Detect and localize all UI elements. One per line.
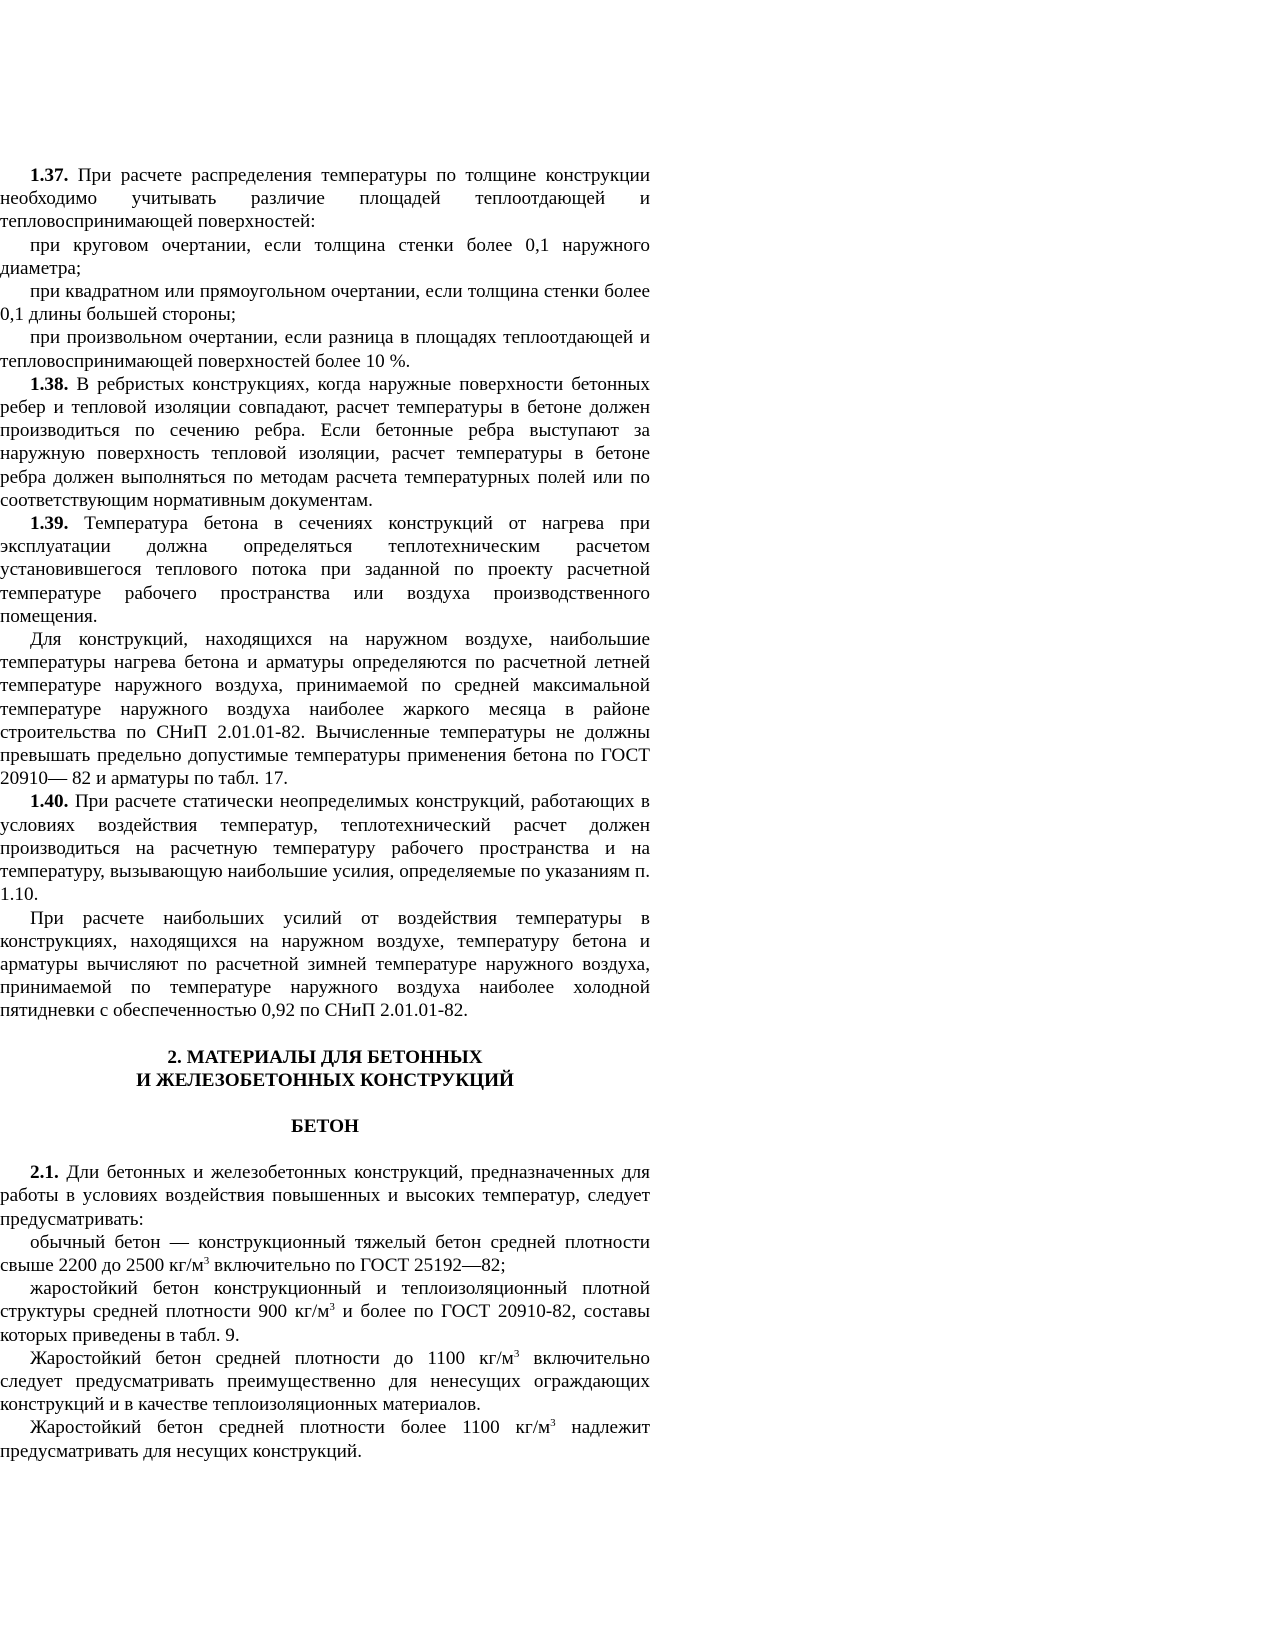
superscript: 3 — [203, 1254, 210, 1267]
superscript: 3 — [513, 1347, 520, 1360]
paragraph — [0, 234, 650, 280]
paragraph-text: Жаростойкий бетон средней плотности более 1100 кг/м — [30, 1417, 551, 1439]
superscript: 3 — [329, 1301, 335, 1314]
paragraphs-part-1 — [0, 164, 650, 1023]
paragraph-text: Дли бетонных и железобетонных конструкций, предназначенных для работы в условиях воздействия повышенных и высоких температур, следует предусматривать: — [0, 1162, 650, 1230]
paragraph-text: жаростойкий бетон конструкционный и теплоизоляционный плотной структуры средней плотности 900 кг/м — [0, 1278, 650, 1323]
paragraph — [0, 512, 650, 628]
paragraph-text: В ребристых конструкциях, когда наружные поверхности бетонных ребер и тепловой изоляции совпадают, расчет температуры в бетоне должен производиться по сечению ребра. Если бетонные ребра выступают за наружную поверхность тепловой изоляции, расчет температуры в бетоне ребра должен выполняться по методам расчета температурных полей или по соответствующим нормативным документам. — [0, 373, 650, 511]
paragraph-text: При расчете наибольших усилий от воздействия температуры в конструкциях, находящихся на наружном воздухе, температуру бетона и арматуры вычисляют по расчетной зимней температуре наружного воздуха, принимаемой по температуре наружного воздуха наиболее холодной пятидневки с обеспеченностью 0,92 по СНиП 2.01.01-82. — [0, 907, 650, 1022]
paragraph — [0, 280, 650, 326]
paragraph-text: при круговом очертании, если толщина стенки более 0,1 наружного диаметра; — [0, 234, 650, 279]
paragraph-text: Температура бетона в сечениях конструкций от нагрева при эксплуатации должна определяться теплотехническим расчетом установившегося теплового потока при заданной по проекту расчетной температуре рабочего пространства или воздуха производственного помещения. — [0, 513, 650, 627]
paragraph — [0, 628, 650, 790]
paragraph-text: Для конструкций, находящихся на наружном воздухе, наибольшие температуры нагрева бетона и арматуры определяются по расчетной летней температуре наружного воздуха, принимаемой по средней максимальной температуре наружного воздуха наиболее жаркого месяца в районе строительства по СНиП 2.01.01-82. Вычисленные температуры не должны превышать предельно допустимые температуры применения бетона по ГОСТ 20910— 82 и арматуры по табл. 17. — [0, 629, 650, 790]
paragraph — [0, 326, 650, 372]
paragraph-light-heat-resistant-concrete — [0, 1347, 650, 1417]
paragraph-number: 1.38. — [30, 373, 69, 395]
paragraph-text: при произвольном очертании, если разница в площадях теплоотдающей и тепловоспринимающей поверхностей более 10 %. — [0, 327, 650, 372]
paragraph — [0, 790, 650, 906]
paragraph-ordinary-concrete — [0, 1231, 650, 1277]
paragraph — [0, 373, 650, 512]
paragraph-2-1 — [0, 1161, 650, 1231]
section-heading-line-2: И ЖЕЛЕЗОБЕТОННЫХ КОНСТРУКЦИЙ — [136, 1069, 514, 1091]
paragraph-text: и более по ГОСТ 20910-82, составы которых приведены в табл. 9. — [0, 1301, 650, 1346]
paragraph-text: При расчете распределения температуры по толщине конструкции необходимо учитывать различие площадей теплоотдающей и тепловоспринимающей поверхностей: — [0, 165, 650, 233]
superscript: 3 — [550, 1417, 556, 1430]
paragraph — [0, 907, 650, 1023]
subsection-heading: БЕТОН — [291, 1115, 359, 1137]
paragraph-text: включительно по ГОСТ 25192—82; — [209, 1254, 506, 1276]
paragraph-number: 2.1. — [30, 1162, 59, 1184]
paragraph-text: Жаростойкий бетон средней плотности до 1100 кг/м — [30, 1347, 514, 1369]
paragraph-number: 1.40. — [30, 791, 69, 813]
paragraph — [0, 164, 650, 234]
document-page — [0, 164, 650, 1463]
paragraph-text: надлежит предусматривать для несущих конструкций. — [0, 1417, 650, 1462]
paragraph-number: 1.39. — [30, 513, 69, 535]
paragraph-text: включительно следует предусматривать преимущественно для ненесущих ограждающих конструкций и в качестве теплоизоляционных материалов. — [0, 1347, 650, 1416]
paragraph-text: При расчете статически неопределимых конструкций, работающих в условиях воздействия температур, теплотехнический расчет должен производиться на расчетную температуру рабочего пространства и на температуру, вызывающую наибольшие усилия, определяемые по указаниям п. 1.10. — [0, 791, 650, 906]
section-heading-line-1: 2. МАТЕРИАЛЫ ДЛЯ БЕТОННЫХ — [167, 1046, 483, 1068]
paragraph-bearing-heat-resistant-concrete — [0, 1416, 650, 1462]
paragraph-text: при квадратном или прямоугольном очертании, если толщина стенки более 0,1 длины большей стороны; — [0, 281, 650, 326]
paragraph-heat-resistant-concrete — [0, 1277, 650, 1347]
paragraph-number: 1.37. — [30, 165, 69, 186]
section-heading — [0, 1046, 650, 1092]
paragraph-text: обычный бетон — конструкционный тяжелый бетон средней плотности свыше 2200 до 2500 кг/м — [0, 1231, 650, 1276]
